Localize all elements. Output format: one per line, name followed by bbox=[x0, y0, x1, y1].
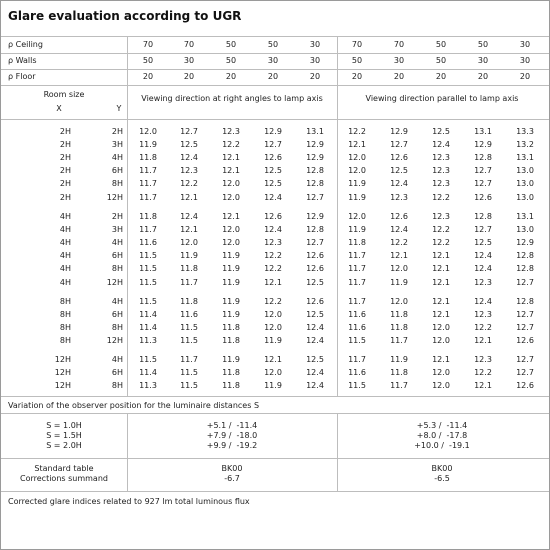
ugr-value: 12.4 bbox=[264, 192, 282, 202]
ugr-value: 12.0 bbox=[432, 323, 450, 333]
ugr-value: 11.7 bbox=[180, 355, 198, 364]
ugr-value: 12.1 bbox=[432, 297, 450, 306]
room-size-x: 12H bbox=[54, 381, 71, 391]
ugr-value: 12.3 bbox=[222, 127, 240, 136]
room-size-x: 2H bbox=[59, 140, 71, 150]
ugr-value: 11.9 bbox=[348, 192, 366, 202]
ugr-value: 12.5 bbox=[306, 355, 324, 364]
ugr-value: 11.8 bbox=[222, 381, 240, 391]
spacing-label: S = 2.0H bbox=[46, 441, 82, 450]
ugr-value: 12.0 bbox=[264, 323, 282, 333]
row-divider bbox=[1, 69, 549, 70]
ugr-value: 12.2 bbox=[264, 297, 282, 306]
ugr-value: 12.1 bbox=[474, 336, 492, 346]
ugr-value: 11.7 bbox=[348, 355, 366, 364]
ugr-value: 11.4 bbox=[139, 310, 157, 320]
ugr-value: 12.4 bbox=[390, 225, 408, 235]
row-divider bbox=[1, 53, 549, 54]
ugr-value: 11.9 bbox=[222, 355, 240, 364]
ugr-value: 11.7 bbox=[390, 336, 408, 346]
room-size-y: 6H bbox=[111, 251, 123, 261]
reflectance-value: 30 bbox=[183, 56, 195, 65]
column-divider bbox=[337, 413, 338, 491]
ugr-value: 12.7 bbox=[306, 192, 324, 202]
corrections-parallel: -6.5 bbox=[434, 474, 450, 483]
ugr-value: 11.4 bbox=[139, 323, 157, 333]
ugr-value: 11.7 bbox=[139, 166, 157, 176]
corrections-right-angles: -6.7 bbox=[224, 474, 240, 483]
ugr-value: 12.4 bbox=[474, 264, 492, 274]
reflectance-value: 20 bbox=[435, 72, 447, 81]
variation-label: Variation of the observer position for the luminaire distances S bbox=[8, 401, 260, 410]
room-size-x: 4H bbox=[59, 277, 71, 287]
reflectance-label: ρ Walls bbox=[8, 56, 37, 65]
ugr-value: 11.7 bbox=[139, 179, 157, 189]
reflectance-value: 20 bbox=[267, 72, 279, 81]
ugr-value: 12.8 bbox=[516, 297, 534, 306]
reflectance-value: 50 bbox=[435, 56, 447, 65]
ugr-value: 13.1 bbox=[474, 127, 492, 136]
viewing-direction-right-angles: Viewing direction at right angles to lamp axis bbox=[141, 94, 323, 103]
ugr-value: 12.9 bbox=[306, 153, 324, 163]
ugr-value: 11.6 bbox=[348, 310, 366, 320]
ugr-value: 12.7 bbox=[474, 166, 492, 176]
ugr-value: 12.4 bbox=[432, 140, 450, 150]
ugr-value: 12.3 bbox=[390, 192, 408, 202]
room-size-x: 12H bbox=[54, 368, 71, 378]
ugr-value: 12.0 bbox=[432, 336, 450, 346]
room-size-x: 2H bbox=[59, 153, 71, 163]
ugr-value: 12.5 bbox=[306, 310, 324, 320]
ugr-value: 12.0 bbox=[264, 368, 282, 378]
row-divider bbox=[1, 119, 549, 120]
room-size-y: 3H bbox=[111, 140, 123, 150]
ugr-value: 12.0 bbox=[432, 368, 450, 378]
ugr-value: 11.8 bbox=[180, 264, 198, 274]
ugr-value: 12.3 bbox=[474, 310, 492, 320]
ugr-value: 12.6 bbox=[264, 212, 282, 221]
ugr-value: 12.1 bbox=[432, 277, 450, 287]
column-divider bbox=[127, 413, 128, 491]
room-size-x: 12H bbox=[54, 355, 71, 364]
ugr-value: 12.8 bbox=[516, 251, 534, 261]
room-size-x: 8H bbox=[59, 336, 71, 346]
ugr-value: 12.7 bbox=[264, 140, 282, 150]
room-size-x: 4H bbox=[59, 225, 71, 235]
reflectance-value: 50 bbox=[225, 56, 237, 65]
ugr-value: 11.5 bbox=[180, 336, 198, 346]
ugr-value: 12.2 bbox=[474, 323, 492, 333]
ugr-value: 11.7 bbox=[348, 297, 366, 306]
room-size-y: 4H bbox=[111, 153, 123, 163]
ugr-value: 12.5 bbox=[264, 179, 282, 189]
ugr-value: 13.0 bbox=[516, 192, 534, 202]
reflectance-value: 20 bbox=[351, 72, 363, 81]
ugr-value: 12.2 bbox=[390, 238, 408, 248]
ugr-value: 11.5 bbox=[139, 355, 157, 364]
ugr-value: 12.6 bbox=[306, 297, 324, 306]
room-size-y: 4H bbox=[111, 355, 123, 364]
ugr-value: 12.9 bbox=[474, 140, 492, 150]
ugr-value: 12.6 bbox=[264, 153, 282, 163]
ugr-value: 12.8 bbox=[516, 264, 534, 274]
ugr-value: 12.5 bbox=[264, 166, 282, 176]
ugr-value: 12.3 bbox=[474, 355, 492, 364]
room-size-y: 8H bbox=[111, 381, 123, 391]
room-size-y: 2H bbox=[111, 212, 123, 221]
ugr-value: 12.1 bbox=[264, 355, 282, 364]
ugr-value: 11.8 bbox=[222, 323, 240, 333]
ugr-value: 12.7 bbox=[306, 238, 324, 248]
ugr-value: 12.3 bbox=[474, 277, 492, 287]
column-divider bbox=[337, 85, 338, 396]
ugr-value: 12.1 bbox=[222, 166, 240, 176]
room-size-y: 12H bbox=[106, 336, 123, 346]
reflectance-label: ρ Ceiling bbox=[8, 40, 43, 49]
spacing-label: S = 1.0H bbox=[46, 421, 82, 430]
ugr-value: 12.0 bbox=[432, 381, 450, 391]
column-divider bbox=[127, 36, 128, 85]
ugr-value: 12.0 bbox=[222, 192, 240, 202]
room-size-x: 2H bbox=[59, 192, 71, 202]
ugr-value: 12.4 bbox=[474, 251, 492, 261]
ugr-value: 12.7 bbox=[516, 277, 534, 287]
reflectance-value: 70 bbox=[393, 40, 405, 49]
ugr-value: 11.5 bbox=[180, 381, 198, 391]
ugr-value: 12.2 bbox=[474, 368, 492, 378]
ugr-value: 12.2 bbox=[348, 127, 366, 136]
ugr-value: 12.1 bbox=[180, 192, 198, 202]
ugr-value: 11.5 bbox=[139, 251, 157, 261]
reflectance-value: 30 bbox=[309, 40, 321, 49]
ugr-value: 13.3 bbox=[516, 127, 534, 136]
ugr-value: 12.8 bbox=[474, 212, 492, 221]
ugr-value: 13.0 bbox=[516, 225, 534, 235]
room-size-y: 12H bbox=[106, 192, 123, 202]
ugr-value: 12.0 bbox=[348, 212, 366, 221]
ugr-value: 12.1 bbox=[432, 251, 450, 261]
ugr-value: 11.5 bbox=[348, 336, 366, 346]
ugr-value: 12.0 bbox=[180, 238, 198, 248]
ugr-value: 11.8 bbox=[139, 153, 157, 163]
room-size-header: Room size bbox=[43, 90, 85, 99]
ugr-value: 11.7 bbox=[348, 277, 366, 287]
ugr-value: 12.0 bbox=[348, 153, 366, 163]
reflectance-value: 50 bbox=[477, 40, 489, 49]
footer-note: Corrected glare indices related to 927 lm total luminous flux bbox=[8, 497, 250, 506]
ugr-value: 12.7 bbox=[516, 355, 534, 364]
standard-table-parallel: BK00 bbox=[431, 464, 453, 473]
reflectance-value: 50 bbox=[225, 40, 237, 49]
room-size-x: 4H bbox=[59, 238, 71, 248]
ugr-value: 12.6 bbox=[474, 192, 492, 202]
ugr-value: 12.7 bbox=[516, 310, 534, 320]
ugr-value: 11.5 bbox=[139, 297, 157, 306]
room-size-x: 2H bbox=[59, 179, 71, 189]
room-size-x: 4H bbox=[59, 251, 71, 261]
row-divider bbox=[1, 413, 549, 414]
ugr-value: 12.7 bbox=[516, 368, 534, 378]
ugr-value: 12.2 bbox=[264, 251, 282, 261]
reflectance-value: 50 bbox=[435, 40, 447, 49]
ugr-value: 11.5 bbox=[348, 381, 366, 391]
page-title: Glare evaluation according to UGR bbox=[8, 9, 242, 23]
ugr-value: 11.3 bbox=[139, 381, 157, 391]
ugr-value: 12.1 bbox=[180, 225, 198, 235]
room-size-x: 8H bbox=[59, 323, 71, 333]
variation-parallel: +10.0 / -19.1 bbox=[414, 441, 470, 450]
ugr-value: 12.9 bbox=[390, 127, 408, 136]
ugr-value: 11.9 bbox=[348, 225, 366, 235]
ugr-value: 11.8 bbox=[390, 368, 408, 378]
ugr-value: 12.0 bbox=[222, 238, 240, 248]
ugr-value: 12.4 bbox=[474, 297, 492, 306]
ugr-value: 12.0 bbox=[222, 179, 240, 189]
ugr-value: 12.3 bbox=[432, 179, 450, 189]
ugr-value: 12.1 bbox=[390, 251, 408, 261]
standard-table-right-angles: BK00 bbox=[221, 464, 243, 473]
ugr-value: 12.4 bbox=[306, 323, 324, 333]
reflectance-value: 50 bbox=[351, 56, 363, 65]
ugr-value: 12.3 bbox=[432, 153, 450, 163]
ugr-value: 12.8 bbox=[306, 179, 324, 189]
ugr-value: 11.6 bbox=[139, 238, 157, 248]
ugr-value: 11.9 bbox=[390, 355, 408, 364]
reflectance-value: 20 bbox=[183, 72, 195, 81]
room-size-y: 8H bbox=[111, 179, 123, 189]
ugr-value: 12.2 bbox=[180, 179, 198, 189]
ugr-value: 11.7 bbox=[139, 192, 157, 202]
ugr-value: 12.5 bbox=[474, 238, 492, 248]
row-divider bbox=[1, 85, 549, 86]
ugr-value: 12.9 bbox=[306, 212, 324, 221]
column-divider bbox=[127, 85, 128, 396]
ugr-value: 12.7 bbox=[474, 225, 492, 235]
room-size-x: 2H bbox=[59, 166, 71, 176]
variation-parallel: +8.0 / -17.8 bbox=[416, 431, 468, 440]
ugr-value: 12.3 bbox=[432, 166, 450, 176]
ugr-value: 11.8 bbox=[348, 238, 366, 248]
ugr-value: 11.7 bbox=[390, 381, 408, 391]
ugr-value: 11.7 bbox=[139, 225, 157, 235]
ugr-value: 11.9 bbox=[390, 277, 408, 287]
ugr-value: 12.6 bbox=[306, 251, 324, 261]
ugr-value: 12.1 bbox=[348, 140, 366, 150]
row-divider bbox=[1, 458, 549, 459]
ugr-value: 12.9 bbox=[264, 127, 282, 136]
ugr-value: 12.6 bbox=[516, 381, 534, 391]
reflectance-value: 70 bbox=[142, 40, 154, 49]
ugr-value: 12.4 bbox=[306, 381, 324, 391]
ugr-value: 12.5 bbox=[180, 140, 198, 150]
variation-right-angles: +7.9 / -18.0 bbox=[206, 431, 258, 440]
corrections-label: Corrections summand bbox=[20, 474, 108, 483]
ugr-value: 12.1 bbox=[222, 212, 240, 221]
ugr-value: 11.3 bbox=[139, 336, 157, 346]
ugr-value: 12.9 bbox=[516, 238, 534, 248]
ugr-value: 12.5 bbox=[432, 127, 450, 136]
ugr-value: 12.4 bbox=[264, 225, 282, 235]
room-size-x: 8H bbox=[59, 297, 71, 306]
ugr-value: 11.8 bbox=[390, 310, 408, 320]
room-size-y: 3H bbox=[111, 225, 123, 235]
variation-parallel: +5.3 / -11.4 bbox=[416, 421, 468, 430]
ugr-value: 13.1 bbox=[516, 212, 534, 221]
ugr-value: 12.0 bbox=[348, 166, 366, 176]
ugr-value: 12.6 bbox=[306, 264, 324, 274]
ugr-value: 11.6 bbox=[180, 310, 198, 320]
ugr-value: 12.3 bbox=[180, 166, 198, 176]
ugr-value: 12.3 bbox=[432, 212, 450, 221]
ugr-value: 11.5 bbox=[139, 264, 157, 274]
ugr-value: 12.7 bbox=[516, 323, 534, 333]
ugr-value: 11.9 bbox=[222, 251, 240, 261]
ugr-value: 12.4 bbox=[180, 212, 198, 221]
ugr-value: 11.5 bbox=[180, 368, 198, 378]
ugr-value: 12.1 bbox=[222, 153, 240, 163]
reflectance-value: 30 bbox=[519, 56, 531, 65]
ugr-value: 11.5 bbox=[180, 323, 198, 333]
ugr-value: 11.9 bbox=[348, 179, 366, 189]
room-size-x: 2H bbox=[59, 127, 71, 136]
ugr-value: 11.6 bbox=[348, 323, 366, 333]
room-size-x-header: X bbox=[56, 104, 62, 113]
variation-right-angles: +5.1 / -11.4 bbox=[206, 421, 258, 430]
reflectance-value: 30 bbox=[267, 56, 279, 65]
room-size-y: 8H bbox=[111, 323, 123, 333]
ugr-value: 12.1 bbox=[432, 264, 450, 274]
ugr-value: 13.0 bbox=[516, 166, 534, 176]
ugr-value: 12.8 bbox=[306, 166, 324, 176]
ugr-value: 11.6 bbox=[348, 368, 366, 378]
ugr-value: 12.6 bbox=[390, 153, 408, 163]
room-size-y: 2H bbox=[111, 127, 123, 136]
ugr-value: 11.5 bbox=[139, 277, 157, 287]
reflectance-value: 70 bbox=[183, 40, 195, 49]
room-size-y: 6H bbox=[111, 166, 123, 176]
ugr-value: 12.0 bbox=[139, 127, 157, 136]
ugr-value: 12.2 bbox=[432, 238, 450, 248]
ugr-value: 11.9 bbox=[264, 336, 282, 346]
ugr-value: 12.0 bbox=[222, 225, 240, 235]
standard-table-label: Standard table bbox=[34, 464, 94, 473]
ugr-value: 12.0 bbox=[264, 310, 282, 320]
reflectance-value: 20 bbox=[393, 72, 405, 81]
ugr-value: 12.2 bbox=[222, 140, 240, 150]
reflectance-value: 20 bbox=[309, 72, 321, 81]
reflectance-value: 20 bbox=[225, 72, 237, 81]
reflectance-label: ρ Floor bbox=[8, 72, 36, 81]
ugr-value: 12.4 bbox=[180, 153, 198, 163]
reflectance-value: 20 bbox=[477, 72, 489, 81]
ugr-value: 12.8 bbox=[474, 153, 492, 163]
ugr-value: 12.2 bbox=[432, 225, 450, 235]
ugr-value: 12.1 bbox=[474, 381, 492, 391]
ugr-value: 11.7 bbox=[348, 264, 366, 274]
ugr-value: 11.8 bbox=[222, 336, 240, 346]
viewing-direction-parallel: Viewing direction parallel to lamp axis bbox=[365, 94, 519, 103]
ugr-value: 11.4 bbox=[139, 368, 157, 378]
reflectance-value: 20 bbox=[142, 72, 154, 81]
room-size-y-header: Y bbox=[116, 104, 122, 113]
row-divider bbox=[1, 36, 549, 37]
room-size-y: 6H bbox=[111, 310, 123, 320]
room-size-y: 12H bbox=[106, 277, 123, 287]
reflectance-value: 30 bbox=[519, 40, 531, 49]
ugr-value: 12.6 bbox=[390, 212, 408, 221]
ugr-value: 12.5 bbox=[390, 166, 408, 176]
ugr-value: 11.7 bbox=[348, 251, 366, 261]
reflectance-value: 50 bbox=[267, 40, 279, 49]
room-size-x: 8H bbox=[59, 310, 71, 320]
room-size-y: 4H bbox=[111, 297, 123, 306]
ugr-value: 12.7 bbox=[474, 179, 492, 189]
ugr-value: 12.8 bbox=[306, 225, 324, 235]
room-size-x: 4H bbox=[59, 212, 71, 221]
ugr-value: 12.2 bbox=[264, 264, 282, 274]
reflectance-value: 30 bbox=[477, 56, 489, 65]
ugr-value: 13.1 bbox=[516, 153, 534, 163]
ugr-value: 11.9 bbox=[222, 264, 240, 274]
ugr-value: 12.0 bbox=[390, 264, 408, 274]
ugr-value: 13.0 bbox=[516, 179, 534, 189]
ugr-value: 11.9 bbox=[139, 140, 157, 150]
room-size-y: 8H bbox=[111, 264, 123, 274]
row-divider bbox=[1, 396, 549, 397]
ugr-value: 13.1 bbox=[306, 127, 324, 136]
ugr-value: 11.9 bbox=[222, 277, 240, 287]
ugr-value: 11.8 bbox=[222, 368, 240, 378]
variation-right-angles: +9.9 / -19.2 bbox=[206, 441, 258, 450]
ugr-value: 11.9 bbox=[180, 251, 198, 261]
reflectance-value: 50 bbox=[142, 56, 154, 65]
ugr-value: 12.3 bbox=[264, 238, 282, 248]
reflectance-value: 70 bbox=[351, 40, 363, 49]
ugr-value: 12.1 bbox=[432, 355, 450, 364]
ugr-value: 11.7 bbox=[180, 277, 198, 287]
ugr-value: 12.1 bbox=[432, 310, 450, 320]
row-divider bbox=[1, 491, 549, 492]
reflectance-value: 20 bbox=[519, 72, 531, 81]
ugr-value: 12.2 bbox=[432, 192, 450, 202]
ugr-value: 11.8 bbox=[390, 323, 408, 333]
ugr-value: 12.4 bbox=[390, 179, 408, 189]
column-divider bbox=[337, 36, 338, 85]
ugr-value: 12.9 bbox=[306, 140, 324, 150]
ugr-value: 12.4 bbox=[306, 368, 324, 378]
ugr-value: 12.5 bbox=[306, 277, 324, 287]
ugr-value: 11.9 bbox=[222, 297, 240, 306]
room-size-x: 4H bbox=[59, 264, 71, 274]
ugr-value: 12.0 bbox=[390, 297, 408, 306]
ugr-value: 11.8 bbox=[139, 212, 157, 221]
ugr-value: 11.8 bbox=[180, 297, 198, 306]
room-size-y: 4H bbox=[111, 238, 123, 248]
ugr-value: 12.7 bbox=[180, 127, 198, 136]
ugr-value: 12.7 bbox=[390, 140, 408, 150]
spacing-label: S = 1.5H bbox=[46, 431, 82, 440]
ugr-value: 12.1 bbox=[264, 277, 282, 287]
room-size-y: 6H bbox=[111, 368, 123, 378]
ugr-value: 12.4 bbox=[306, 336, 324, 346]
ugr-value: 11.9 bbox=[264, 381, 282, 391]
ugr-value: 12.6 bbox=[516, 336, 534, 346]
ugr-value: 11.9 bbox=[222, 310, 240, 320]
reflectance-value: 30 bbox=[309, 56, 321, 65]
reflectance-value: 30 bbox=[393, 56, 405, 65]
ugr-value: 13.2 bbox=[516, 140, 534, 150]
